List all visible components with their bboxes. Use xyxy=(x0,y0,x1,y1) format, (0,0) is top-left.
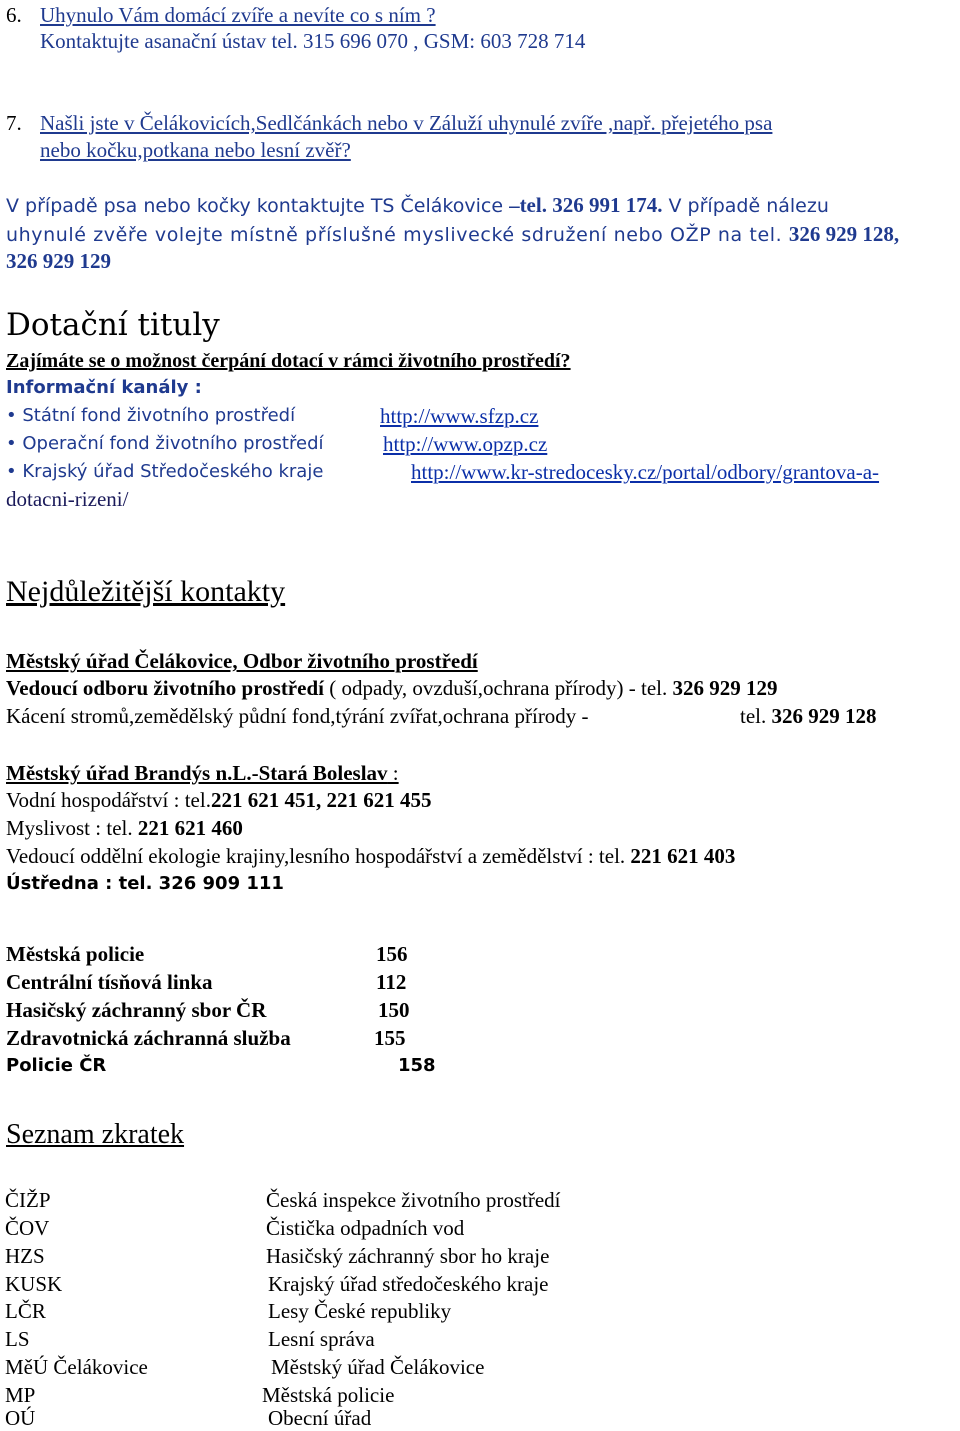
abbreviation-meaning: Hasičský záchranný sbor ho kraje xyxy=(266,1244,550,1268)
brandys-title: Městský úřad Brandýs n.L.-Stará Boleslav xyxy=(6,761,388,785)
emergency-row xyxy=(6,997,410,1023)
row-phone: 326 929 129 xyxy=(672,676,778,700)
tel-label: tel. xyxy=(740,704,772,728)
row-label: Vedoucí oddělní ekologie krajiny,lesního hospodářství a zemědělství : tel. xyxy=(6,844,631,868)
channel-link[interactable]: http://www.opzp.cz xyxy=(383,432,548,456)
abbreviation-meaning: Lesní správa xyxy=(268,1327,375,1351)
item-7-title xyxy=(6,110,772,136)
para-text: V případě nálezu xyxy=(662,195,829,217)
channel-name: Krajský úřad Středočeského kraje xyxy=(22,461,324,482)
emergency-number: 155 xyxy=(374,1026,406,1050)
channel-link-cont: dotacni-rizeni/ xyxy=(6,487,129,511)
item-number: 7. xyxy=(6,111,22,135)
bullet-icon: • xyxy=(6,461,17,482)
row-phone: 221 621 451, 221 621 455 xyxy=(210,788,432,812)
emergency-row xyxy=(6,1053,434,1079)
row-label: Vodní hospodářství : tel. xyxy=(6,788,211,812)
emergency-row xyxy=(6,941,410,967)
abbreviation-term: OÚ xyxy=(5,1406,36,1430)
channels-label: Informační kanály : xyxy=(6,377,202,398)
item-7-para-line2 xyxy=(6,221,899,248)
para-text: uhynulé zvěře volejte místně příslušné myslivecké sdružení nebo OŽP na tel. xyxy=(6,224,789,246)
emergency-label: Hasičský záchranný sbor ČR xyxy=(6,998,267,1022)
abbreviation-meaning: Krajský úřad středočeského kraje xyxy=(268,1272,549,1296)
abbreviation-meaning: Městská policie xyxy=(262,1383,395,1407)
grants-heading: Dotační tituly xyxy=(6,307,220,343)
abbreviations-heading: Seznam zkratek xyxy=(6,1119,185,1150)
brandys-hunting xyxy=(6,815,243,841)
celakovice-row-2 xyxy=(6,703,589,729)
abbreviation-term: LČR xyxy=(5,1299,46,1323)
item-7-para-line3: 326 929 129 xyxy=(6,249,111,273)
row-label: Vedoucí odboru životního prostředí xyxy=(6,676,324,700)
row-label: Myslivost : tel. xyxy=(6,816,138,840)
item-7-para-line1 xyxy=(6,192,829,219)
channel-name: Operační fond životního prostředí xyxy=(22,433,324,454)
abbreviation-term: KUSK xyxy=(5,1272,63,1296)
item-6-contact: Kontaktujte asanační ústav tel. 315 696 070 , GSM: 603 728 714 xyxy=(40,29,586,53)
channel-row xyxy=(6,403,295,429)
contacts-heading: Nejdůležitější kontakty xyxy=(6,575,286,608)
channel-row xyxy=(6,459,323,485)
emergency-row xyxy=(6,969,410,995)
row-phone: 221 621 403 xyxy=(630,844,736,868)
brandys-ecology xyxy=(6,843,735,869)
emergency-label: Policie ČR xyxy=(6,1055,107,1076)
channel-row xyxy=(6,431,324,457)
channel-link[interactable]: http://www.kr-stredocesky.cz/portal/odbory/grantova-a- xyxy=(411,460,880,484)
emergency-label: Zdravotnická záchranná služba xyxy=(6,1026,291,1050)
brandys-heading xyxy=(6,760,399,786)
item-7-question: Našli jste v Čelákovicích,Sedlčánkách nebo v Záluží uhynulé zvíře ,např. přejetého psa xyxy=(40,111,773,135)
heading-suffix: : xyxy=(387,761,399,785)
ts-phone: –tel. 326 991 174. xyxy=(509,193,663,217)
emergency-number: 112 xyxy=(376,970,407,994)
abbreviation-term: ČIŽP xyxy=(5,1188,51,1212)
celakovice-heading: Městský úřad Čelákovice, Odbor životního prostředí xyxy=(6,649,478,673)
emergency-label: Centrální tísňová linka xyxy=(6,970,213,994)
row-phone: 221 621 460 xyxy=(137,816,243,840)
channel-name: Státní fond životního prostředí xyxy=(22,405,296,426)
switchboard: Ústředna : tel. 326 909 111 xyxy=(6,873,284,894)
row-label: Kácení stromů,zemědělský půdní fond,týrání zvířat,ochrana přírody - xyxy=(6,704,589,728)
item-6-title xyxy=(6,2,436,28)
abbreviation-term: MP xyxy=(5,1383,36,1407)
ozp-phone: 326 929 128, xyxy=(788,222,900,246)
para-text: V případě psa nebo kočky kontaktujte TS Čelákovice xyxy=(6,195,510,217)
emergency-number: 156 xyxy=(376,942,408,966)
abbreviation-term: LS xyxy=(5,1327,30,1351)
brandys-water xyxy=(6,787,431,813)
abbreviation-term: HZS xyxy=(5,1244,45,1268)
grants-question: Zajímáte se o možnost čerpání dotací v rámci životního prostředí? xyxy=(6,350,571,372)
abbreviation-meaning: Čistička odpadních vod xyxy=(266,1216,465,1240)
emergency-label: Městská policie xyxy=(6,942,145,966)
bullet-icon: • xyxy=(6,405,17,426)
celakovice-row-2-phone xyxy=(740,703,877,729)
emergency-number: 150 xyxy=(378,998,410,1022)
emergency-number: 158 xyxy=(398,1055,436,1076)
bullet-icon: • xyxy=(6,433,17,454)
abbreviation-meaning: Lesy České republiky xyxy=(268,1299,452,1323)
emergency-row xyxy=(6,1025,410,1051)
item-6-question: Uhynulo Vám domácí zvíře a nevíte co s ním ? xyxy=(40,3,436,27)
row-phone: 326 929 128 xyxy=(771,704,877,728)
abbreviation-term: ČOV xyxy=(5,1216,50,1240)
abbreviation-term: MěÚ Čelákovice xyxy=(5,1355,148,1379)
abbreviation-meaning: Obecní úřad xyxy=(268,1406,372,1430)
abbreviation-meaning: Městský úřad Čelákovice xyxy=(271,1355,485,1379)
item-7-question-cont: nebo kočku,potkana nebo lesní zvěř? xyxy=(40,138,351,162)
channel-link[interactable]: http://www.sfzp.cz xyxy=(380,404,539,428)
row-detail: ( odpady, ovzduší,ochrana přírody) - tel. xyxy=(323,676,673,700)
item-number: 6. xyxy=(6,3,22,27)
celakovice-row-1 xyxy=(6,675,778,701)
abbreviation-meaning: Česká inspekce životního prostředí xyxy=(266,1188,561,1212)
